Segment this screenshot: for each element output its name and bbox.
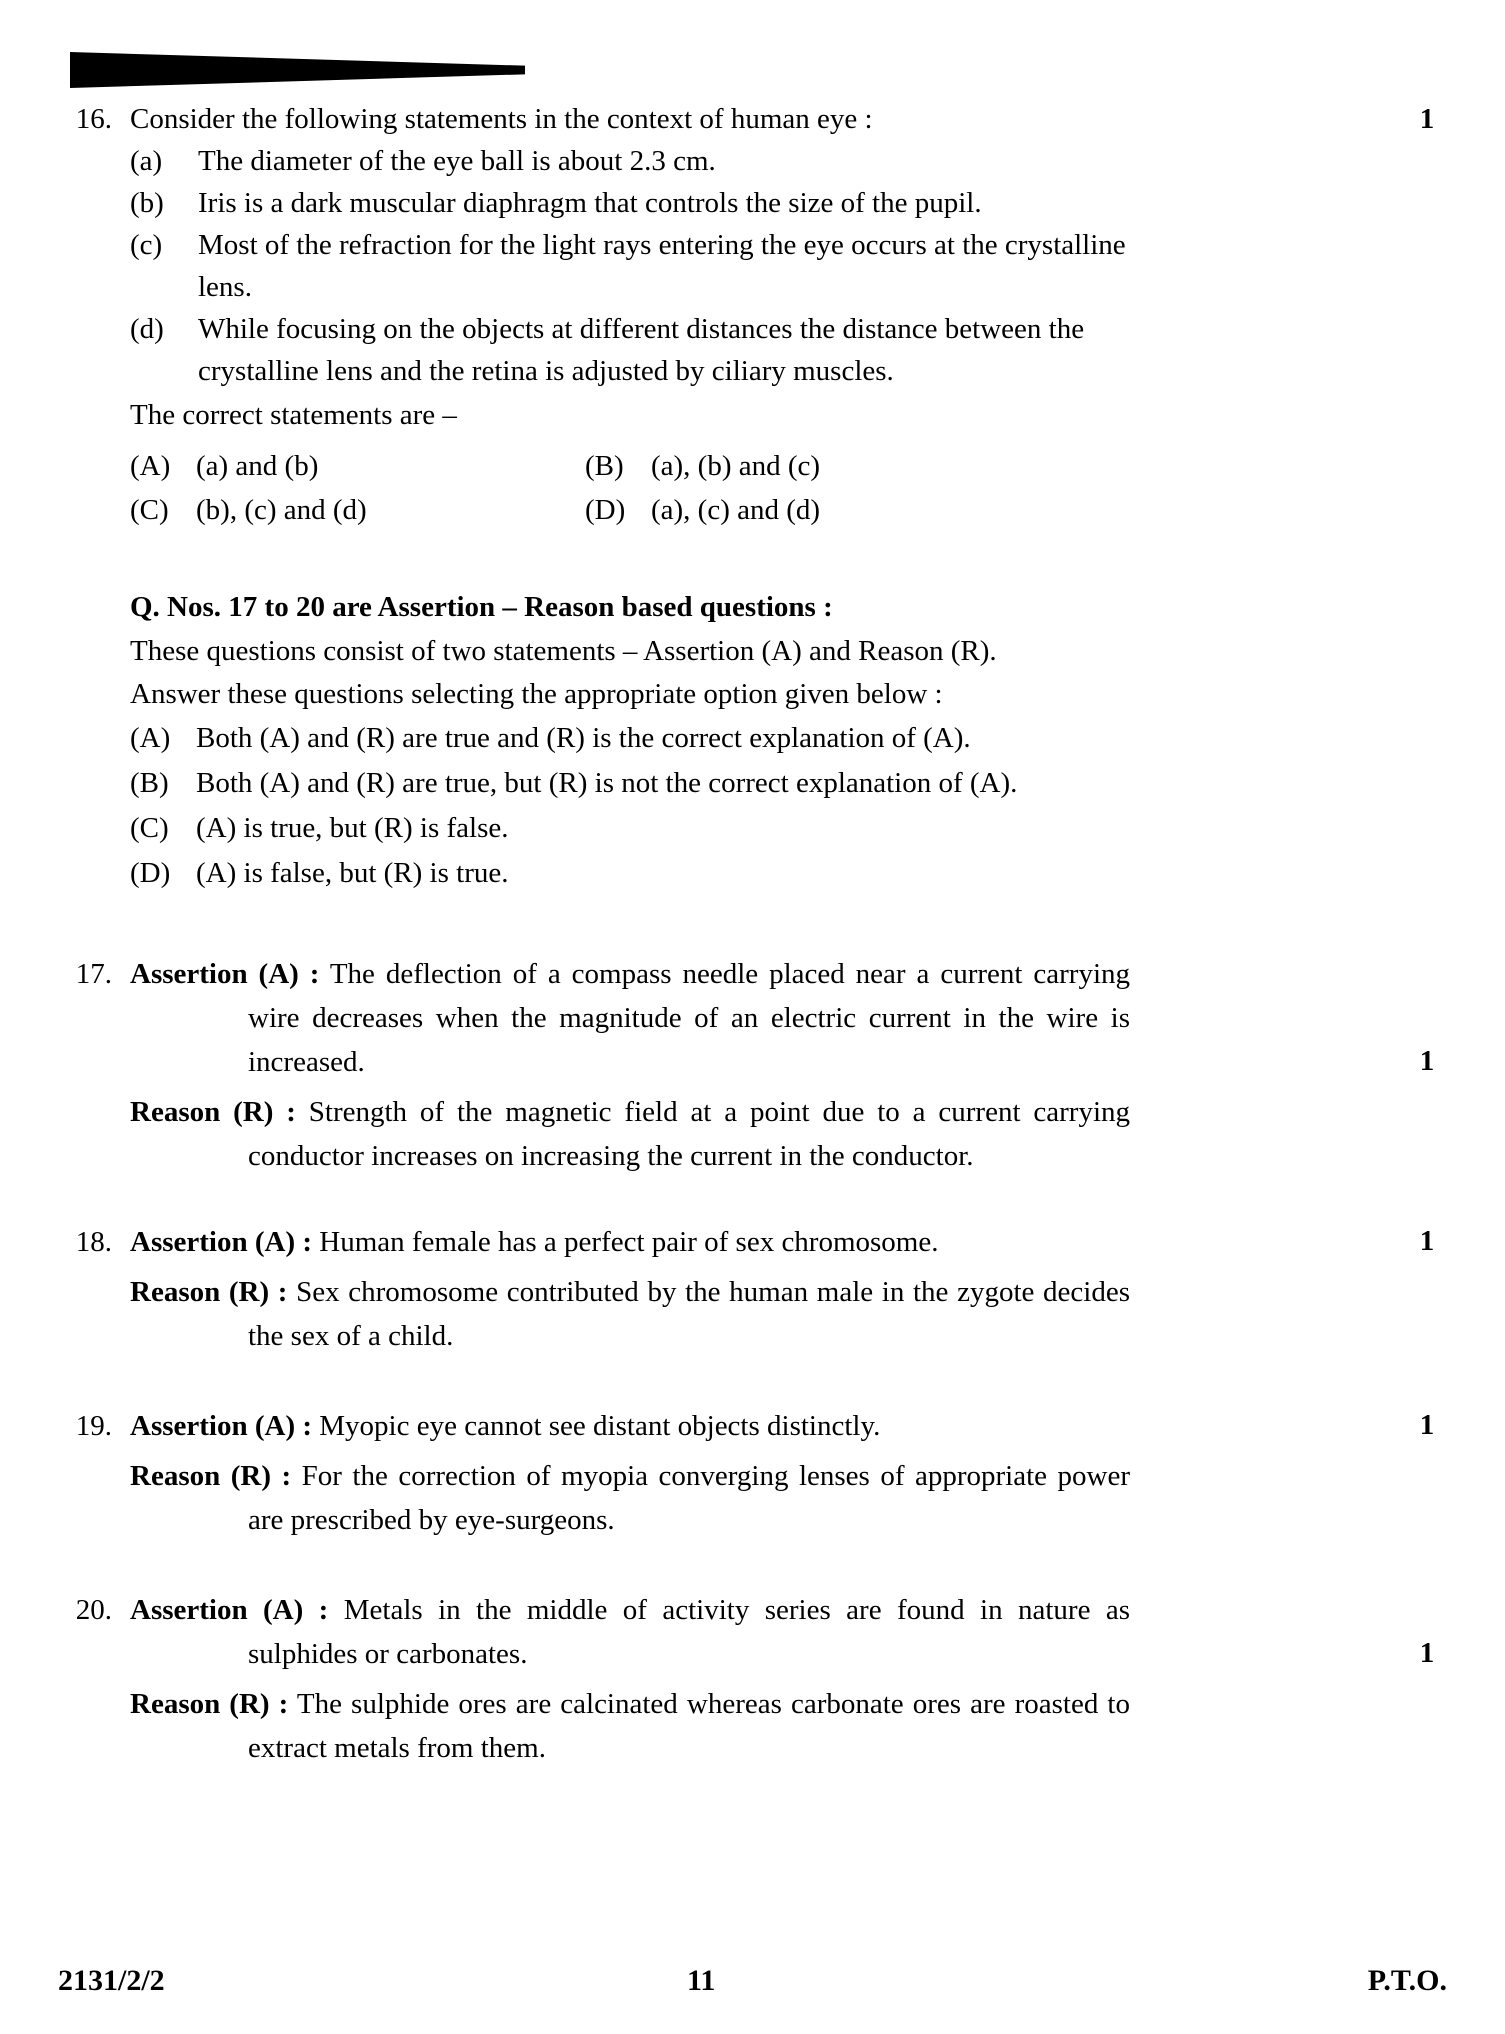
question-19-body [130, 1404, 1130, 1542]
question-19-assertion-label: Assertion (A) : [130, 1410, 313, 1442]
question-17-assertion-text: The deflection of a compass needle placed near a current carrying wire decreases when the magnitude of an electric current in the wire is increased. [248, 958, 1131, 1078]
option-d[interactable] [585, 488, 1447, 532]
question-16-stem-row [58, 98, 1447, 140]
question-16 [58, 98, 1447, 532]
question-19-number: 19. [75, 1410, 112, 1442]
statement-d-label: (d) [130, 313, 164, 345]
question-19-reason-label: Reason (R) : [130, 1460, 292, 1492]
page-footer [0, 1964, 1505, 1998]
question-18-mark: 1 [1419, 1225, 1435, 1257]
ar-option-d[interactable] [130, 851, 1447, 896]
ar-option-c-key: (C) [130, 812, 169, 844]
question-17-assertion [130, 952, 1130, 1084]
page-content [0, 98, 1505, 1770]
question-16-number: 16. [75, 103, 112, 135]
option-c-value: (b), (c) and (d) [196, 494, 367, 526]
option-c-key: (C) [130, 494, 169, 526]
question-19-assertion [130, 1404, 1130, 1448]
question-18 [58, 1220, 1447, 1358]
ar-option-a[interactable] [130, 716, 1447, 761]
statement-a [130, 140, 1447, 182]
statement-a-label: (a) [130, 145, 163, 177]
question-18-reason-text: Sex chromosome contributed by the human male in the zygote decides the sex of a child. [248, 1276, 1130, 1352]
question-18-number: 18. [75, 1226, 112, 1258]
question-17-reason-label: Reason (R) : [130, 1096, 296, 1128]
pto-label: P.T.O. [1367, 1964, 1447, 1997]
question-19-reason-text: For the correction of myopia converging lenses of appropriate power are prescribed by eye-surgeons. [248, 1460, 1130, 1536]
question-20-reason-label: Reason (R) : [130, 1688, 289, 1720]
statement-b-text: Iris is a dark muscular diaphragm that controls the size of the pupil. [198, 187, 982, 219]
question-18-body [130, 1220, 1130, 1358]
option-d-key: (D) [585, 494, 626, 526]
assertion-reason-instructions [58, 584, 1447, 896]
statement-c-text: Most of the refraction for the light rays entering the eye occurs at the crystalline lens. [198, 229, 1126, 303]
question-19-row [58, 1404, 1447, 1542]
question-18-assertion-text: Human female has a perfect pair of sex chromosome. [319, 1226, 939, 1258]
ar-option-a-value: Both (A) and (R) are true and (R) is the correct explanation of (A). [196, 722, 971, 754]
question-20-number: 20. [75, 1594, 112, 1626]
question-17-body [130, 952, 1130, 1178]
question-20 [58, 1588, 1447, 1770]
question-20-row [58, 1588, 1447, 1770]
option-b-value: (a), (b) and (c) [651, 450, 821, 482]
statement-d [130, 308, 1447, 392]
question-18-reason-label: Reason (R) : [130, 1276, 288, 1308]
question-17-mark: 1 [1419, 1045, 1435, 1077]
assertion-reason-heading: Q. Nos. 17 to 20 are Assertion – Reason based questions : [130, 591, 833, 623]
question-16-lead-in: The correct statements are – [130, 399, 457, 431]
question-18-assertion-label: Assertion (A) : [130, 1226, 313, 1258]
question-20-reason [130, 1682, 1130, 1770]
question-20-assertion-text: Metals in the middle of activity series are found in nature as sulphides or carbonates. [248, 1594, 1130, 1670]
statement-c [130, 224, 1447, 308]
question-18-reason [130, 1270, 1130, 1358]
ar-option-b[interactable] [130, 761, 1447, 806]
question-17-row [58, 952, 1447, 1178]
question-16-options [130, 444, 1447, 532]
question-17 [58, 952, 1447, 1178]
option-d-value: (a), (c) and (d) [651, 494, 821, 526]
ar-option-d-value: (A) is false, but (R) is true. [196, 857, 509, 889]
assertion-reason-para-2: Answer these questions selecting the appropriate option given below : [130, 678, 943, 710]
statement-a-text: The diameter of the eye ball is about 2.3 cm. [198, 145, 716, 177]
option-c[interactable] [130, 488, 585, 532]
question-19-mark: 1 [1419, 1409, 1435, 1441]
ar-option-b-value: Both (A) and (R) are true, but (R) is not the correct explanation of (A). [196, 767, 1018, 799]
ar-option-a-key: (A) [130, 722, 171, 754]
question-19-reason [130, 1454, 1130, 1542]
assertion-reason-para-1: These questions consist of two statements – Assertion (A) and Reason (R). [130, 635, 997, 667]
question-20-assertion [130, 1588, 1130, 1676]
option-b[interactable] [585, 444, 1447, 488]
ar-option-b-key: (B) [130, 767, 169, 799]
question-17-reason-text: Strength of the magnetic field at a point due to a current carrying conductor increases on increasing the current in the conductor. [248, 1096, 1130, 1172]
question-18-assertion [130, 1220, 1130, 1264]
statement-d-text: While focusing on the objects at different distances the distance between the crystalline lens and the retina is adjusted by ciliary muscles. [198, 313, 1085, 387]
option-b-key: (B) [585, 450, 624, 482]
ar-option-c[interactable] [130, 806, 1447, 851]
question-18-row [58, 1220, 1447, 1358]
question-17-number: 17. [75, 958, 112, 990]
statement-c-label: (c) [130, 229, 163, 261]
question-20-assertion-label: Assertion (A) : [130, 1594, 329, 1626]
ar-option-c-value: (A) is true, but (R) is false. [196, 812, 509, 844]
question-17-assertion-label: Assertion (A) : [130, 958, 320, 990]
option-a-key: (A) [130, 450, 171, 482]
question-20-reason-text: The sulphide ores are calcinated whereas carbonate ores are roasted to extract metals from them. [248, 1688, 1130, 1764]
ar-option-d-key: (D) [130, 857, 171, 889]
option-a[interactable] [130, 444, 585, 488]
statement-b [130, 182, 1447, 224]
page-number: 11 [687, 1964, 716, 1997]
statement-b-label: (b) [130, 187, 164, 219]
question-19-assertion-text: Myopic eye cannot see distant objects distinctly. [319, 1410, 881, 1442]
question-20-mark: 1 [1419, 1637, 1435, 1669]
question-16-statements [58, 140, 1447, 532]
paper-code: 2131/2/2 [58, 1964, 165, 1997]
question-20-body [130, 1588, 1130, 1770]
option-a-value: (a) and (b) [196, 450, 319, 482]
question-16-mark: 1 [1419, 103, 1435, 135]
question-19 [58, 1404, 1447, 1542]
question-17-reason [130, 1090, 1130, 1178]
scan-artifact-black-wedge [70, 52, 525, 88]
question-16-stem: Consider the following statements in the context of human eye : [130, 103, 873, 135]
